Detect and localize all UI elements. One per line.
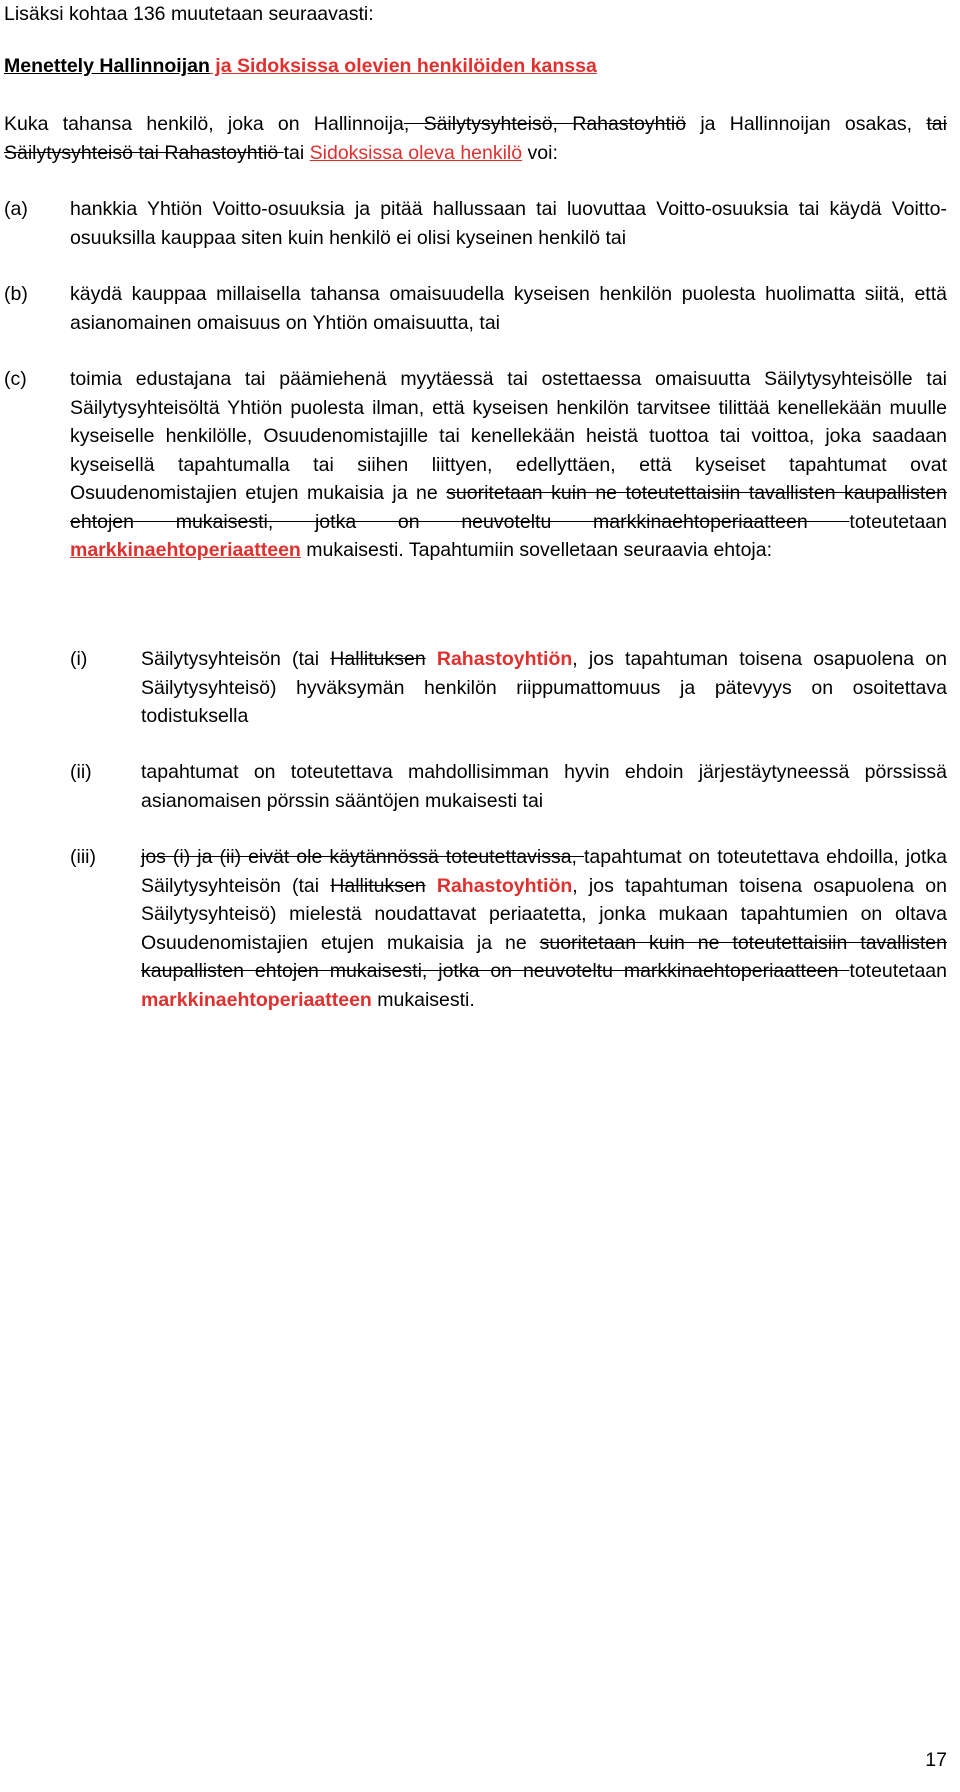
p1-text-4: voi:	[522, 141, 558, 164]
iii-text-1: tapahtumat on toteutettava ehdoilla, jotka Säilytysyhteisön (tai	[141, 846, 947, 897]
sublist-text-i	[141, 645, 947, 731]
iii-text-3: toteutetaan	[849, 960, 947, 982]
c-text-3: mukaisesti. Tapahtumiin sovelletaan seuraavia ehtoja:	[300, 539, 773, 561]
p1-deletion-2: tai Säilytysyhteisö tai Rahastoyhtiö	[4, 113, 947, 164]
iii-text-2: , jos tapahtuman toisena osapuolena on Säilytysyhteisö) mielestä noudattavat periaatetta, jonka mukaan tapahtumien on oltava Osuudenomistajien etujen mukaisia ja ne	[141, 874, 947, 954]
intro-text: Lisäksi kohtaa 136 muutetaan seuraavasti:	[4, 3, 374, 25]
list-item-a	[4, 195, 947, 252]
heading-plain: Menettely Hallinnoijan	[4, 55, 210, 77]
sublist-label-i: (i)	[70, 648, 88, 670]
p1-text-1: Kuka tahansa henkilö, joka on Hallinnoija	[4, 113, 404, 135]
c-insertion: markkinaehtoperiaatteen	[70, 539, 301, 561]
sublist-text-ii: tapahtumat on toteutettava mahdollisimman hyvin ehdoin järjestäytyneessä pörssissä asianomaisen pörssin sääntöjen mukaisesti tai	[141, 761, 947, 812]
c-text-1: toimia edustajana tai päämiehenä myytäessä tai ostettaessa omaisuutta Säilytysyhteisölle tai Säilytysyhteisöltä Yhtiön puolesta ilman, että kyseisen henkilön tarvitsee tilittää kenellekään muulle kyseiselle henkilölle, Osuudenomistajille tai kenellekään heistä tuottoa tai voittoa, joka saadaan kyseisellä tapahtumalla tai siihen liittyen, edellyttäen, että kyseiset tapahtumat ovat Osuudenomistajien etujen mukaisia ja ne	[70, 368, 947, 504]
i-text-2: , jos tapahtuman toisena osapuolena on Säilytysyhteisö) hyväksymän henkilön riippumattomuus ja pätevyys on osoitettava todistuksella	[141, 648, 947, 727]
i-text-1: Säilytysyhteisön (tai	[141, 648, 331, 670]
iii-insertion-1: Rahastoyhtiön	[425, 874, 573, 897]
i-insertion: Rahastoyhtiön	[425, 648, 573, 670]
p1-text-2: ja Hallinnoijan osakas,	[686, 113, 927, 135]
iii-text-4: mukaisesti.	[371, 988, 475, 1011]
paragraph-1	[4, 110, 947, 167]
heading-insertion: ja Sidoksissa olevien henkilöiden kanssa	[209, 55, 597, 77]
p1-insertion: Sidoksissa oleva henkilö	[309, 141, 523, 164]
list-item-b	[4, 280, 947, 337]
list-item-c	[4, 365, 947, 565]
p1-text-3: tai	[283, 141, 310, 164]
iii-deletion-1: jos (i) ja (ii) eivät ole käytännössä toteutettavissa,	[141, 846, 584, 868]
list-label-a: (a)	[4, 198, 28, 220]
sublist-label-iii: (iii)	[70, 846, 96, 868]
i-deletion: Hallituksen	[330, 648, 426, 670]
c-deletion: suoritetaan kuin ne toteutettaisiin tavallisten kaupallisten ehtojen mukaisesti, jotka on neuvoteltu markkinaehtoperiaatteen	[70, 482, 947, 533]
list-label-b: (b)	[4, 283, 28, 305]
iii-deletion-2: Hallituksen	[330, 874, 426, 897]
list-text-b: käydä kauppaa millaisella tahansa omaisuudella kyseisen henkilön puolesta huolimatta siitä, että asianomainen omaisuus on Yhtiön omaisuutta, tai	[70, 283, 947, 334]
sublist-item-i	[70, 645, 947, 731]
sublist-label-ii: (ii)	[70, 761, 92, 783]
iii-insertion-2: markkinaehtoperiaatteen	[141, 988, 372, 1011]
sublist-item-iii	[70, 843, 947, 1014]
p1-deletion-1: , Säilytysyhteisö, Rahastoyhtiö	[403, 113, 687, 135]
sublist-item-ii	[70, 758, 947, 815]
sublist-text-iii	[141, 843, 947, 1014]
page-number: 17	[925, 1749, 947, 1771]
section-heading	[4, 52, 597, 81]
list-label-c: (c)	[4, 368, 27, 390]
iii-deletion-3: suoritetaan kuin ne toteutettaisiin tavallisten kaupallisten ehtojen mukaisesti, jotka on neuvoteltu markkinaehtoperiaatteen	[141, 931, 947, 982]
list-text-a: hankkia Yhtiön Voitto-osuuksia ja pitää hallussaan tai luovuttaa Voitto-osuuksia tai käydä Voitto-osuuksilla kauppaa siten kuin henkilö ei olisi kyseinen henkilö tai	[70, 198, 947, 249]
c-text-2: toteutetaan	[849, 510, 947, 533]
list-text-c	[70, 365, 947, 565]
